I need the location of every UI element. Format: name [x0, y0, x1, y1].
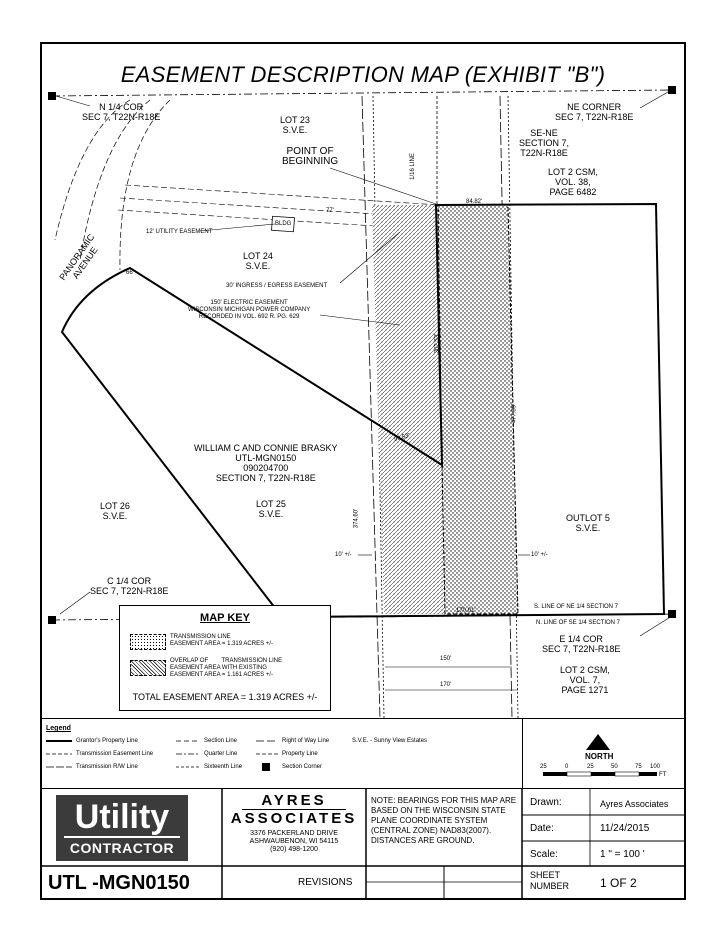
- legend-title: Legend: [46, 725, 71, 732]
- logo-main-text: Utility: [74, 798, 170, 836]
- scale-value: 1 " = 100 ': [600, 849, 645, 860]
- n14-corner-label: N 1/4 COR SEC 7, T22N-R18E: [82, 102, 161, 122]
- dim-374-60: 374.60': [353, 508, 360, 529]
- leader-line: [640, 616, 672, 636]
- point-of-beginning-label: POINT OF BEGINNING: [282, 146, 339, 167]
- bearings-note: NOTE: BEARINGS FOR THIS MAP ARE BASED ON THE WISCONSIN STATE PLANE COORDINATE SYSTEM (CENTRAL ZONE) NAD83(2007). DISTANCES ARE GROUND.: [371, 796, 517, 845]
- e14-corner-label: E 1/4 COR SEC 7, T22N-R18E: [542, 634, 621, 654]
- scale-tick: 25: [587, 764, 594, 770]
- map-key-item1: TRANSMISSION LINE EASEMENT AREA = 1.319 ACRES +/-: [170, 634, 273, 647]
- total-easement-area: TOTAL EASEMENT AREA = 1.319 ACRES +/-: [132, 692, 318, 702]
- date-label: Date:: [530, 823, 554, 834]
- utility-contractor-logo: [56, 795, 188, 861]
- utility-easement-line: [125, 185, 440, 205]
- north-label: NORTH: [585, 752, 614, 761]
- scale-unit: FT: [659, 772, 667, 778]
- n-line-se-label: N. LINE OF SE 1/4 SECTION 7: [536, 620, 621, 626]
- legend-item-right-of-way: Right of Way Line: [282, 738, 330, 744]
- sheet-number-value: 1 OF 2: [600, 876, 637, 890]
- date-value: 11/24/2015: [600, 823, 650, 834]
- se-ne-label: SE-NE SECTION 7, T22N-R18E: [519, 128, 570, 158]
- drawn-value: Ayres Associates: [600, 799, 669, 809]
- overlap-easement-swatch: [130, 660, 166, 676]
- legend-item-transmission-easement: Transmission Easement Line: [76, 751, 154, 757]
- scale-tick: 75: [635, 764, 642, 770]
- dim-66: 66': [126, 270, 134, 276]
- legend-item-section-corner: Section Corner: [282, 764, 323, 770]
- dim-170: 170': [440, 682, 452, 688]
- north-section-line: [52, 90, 672, 96]
- legend-item-property-line: Property Line: [282, 751, 318, 757]
- scale-tick: 100: [650, 764, 661, 770]
- utility-easement-label: 12' UTILITY EASEMENT: [146, 229, 213, 235]
- scale-tick: 50: [611, 764, 618, 770]
- dim-84-82: 84.82': [466, 199, 483, 205]
- ne-leader: [640, 92, 668, 108]
- owner-parcel-label: WILLIAM C AND CONNIE BRASKY UTL-MGN0150 090204700 SECTION 7, T22N-R18E: [194, 443, 338, 483]
- transmission-easement-area: [438, 205, 518, 614]
- lot23-label: LOT 23 S.V.E.: [280, 115, 310, 135]
- legend-item-sixteenth-line: Sixteenth Line: [204, 764, 243, 770]
- map-key-item2: OVERLAP OF TRANSMISSION LINE EASEMENT AREA WITH EXISTING EASEMENT AREA = 1.161 ACRES +/-: [170, 658, 283, 678]
- leader-line: [330, 168, 436, 204]
- lot24-label: LOT 24 S.V.E.: [243, 251, 273, 271]
- ne-corner-label: NE CORNER SEC 7, T22N-R18E: [555, 102, 634, 122]
- lot26-label: LOT 26 S.V.E.: [100, 501, 130, 521]
- lot25-label: LOT 25 S.V.E.: [256, 499, 286, 519]
- dim-77: 77': [326, 208, 334, 214]
- logo-sub-text: CONTRACTOR: [64, 836, 180, 856]
- lot2-csm-bottom-label: LOT 2 CSM, VOL. 7, PAGE 1271: [560, 665, 610, 695]
- sixteenth-line-label: 1/16 LINE: [409, 153, 416, 180]
- scale-label: Scale:: [530, 849, 558, 860]
- dim-477-89: 477.89': [511, 403, 518, 424]
- legend-item-sve: S.V.E. - Sunny View Estates: [352, 738, 428, 744]
- panoramic-avenue-label: PANORAMIC AVENUE: [57, 232, 100, 283]
- electric-easement-label: 150' ELECTRIC EASEMENT WISCONSIN MICHIGAN POWER COMPANY RECORDED IN VOL. 692 R. PG. 629: [188, 300, 311, 320]
- ingress-easement-label: 30' INGRESS / EGRESS EASEMENT: [226, 283, 328, 289]
- drawn-label: Drawn:: [530, 797, 562, 808]
- north-arrow-leader: [60, 592, 90, 614]
- sheet-number-label: SHEET NUMBER: [530, 870, 570, 891]
- legend-item-grantor: Grantor's Property Line: [76, 738, 138, 744]
- firm-address: 3376 PACKERLAND DRIVE ASHWAUBENON, WI 54115 (920) 498-1200: [249, 830, 339, 853]
- c14-corner-label: C 1/4 COR SEC 7, T22N-R18E: [90, 576, 169, 596]
- legend-item-transmission-rw: Transmission R/W Line: [76, 764, 138, 770]
- dim-99-53: 99.53': [393, 433, 411, 444]
- firm-name-line2: ASSOCIATES: [230, 810, 358, 827]
- map-title: EASEMENT DESCRIPTION MAP (EXHIBIT "B"): [120, 62, 606, 87]
- map-key-title: MAP KEY: [200, 612, 250, 624]
- scale-tick: 0: [565, 764, 569, 770]
- section-corner-marker: [668, 610, 676, 618]
- dim-150: 150': [440, 656, 452, 662]
- firm-name-line1: AYRES: [242, 792, 346, 810]
- dim-302-53: 302.53': [434, 333, 441, 354]
- bldg-label: BLDG: [275, 221, 292, 227]
- transmission-easement-swatch: [130, 634, 166, 650]
- outlot5-label: OUTLOT 5 S.V.E.: [566, 513, 610, 533]
- s-line-ne-label: S. LINE OF NE 1/4 SECTION 7: [534, 604, 619, 610]
- section-corner-marker: [48, 616, 56, 624]
- legend-item-quarter-line: Quarter Line: [204, 751, 238, 757]
- firm-block: [222, 792, 366, 854]
- scale-tick: 25: [540, 764, 547, 770]
- legend-item-section-line: Section Line: [204, 738, 238, 744]
- map-key: [119, 605, 331, 711]
- ten-ft-right: 10' +/-: [531, 552, 548, 558]
- section-corner-marker: [48, 92, 56, 100]
- dim-170-01: 170.01': [456, 608, 476, 614]
- revisions-label: REVISIONS: [298, 877, 353, 888]
- transmission-rw-line: [362, 96, 380, 718]
- lot2-csm-top-label: LOT 2 CSM, VOL. 38, PAGE 6482: [548, 167, 598, 197]
- ten-ft-left: 10' +/-: [335, 552, 352, 558]
- document-number: UTL -MGN0150: [48, 872, 190, 894]
